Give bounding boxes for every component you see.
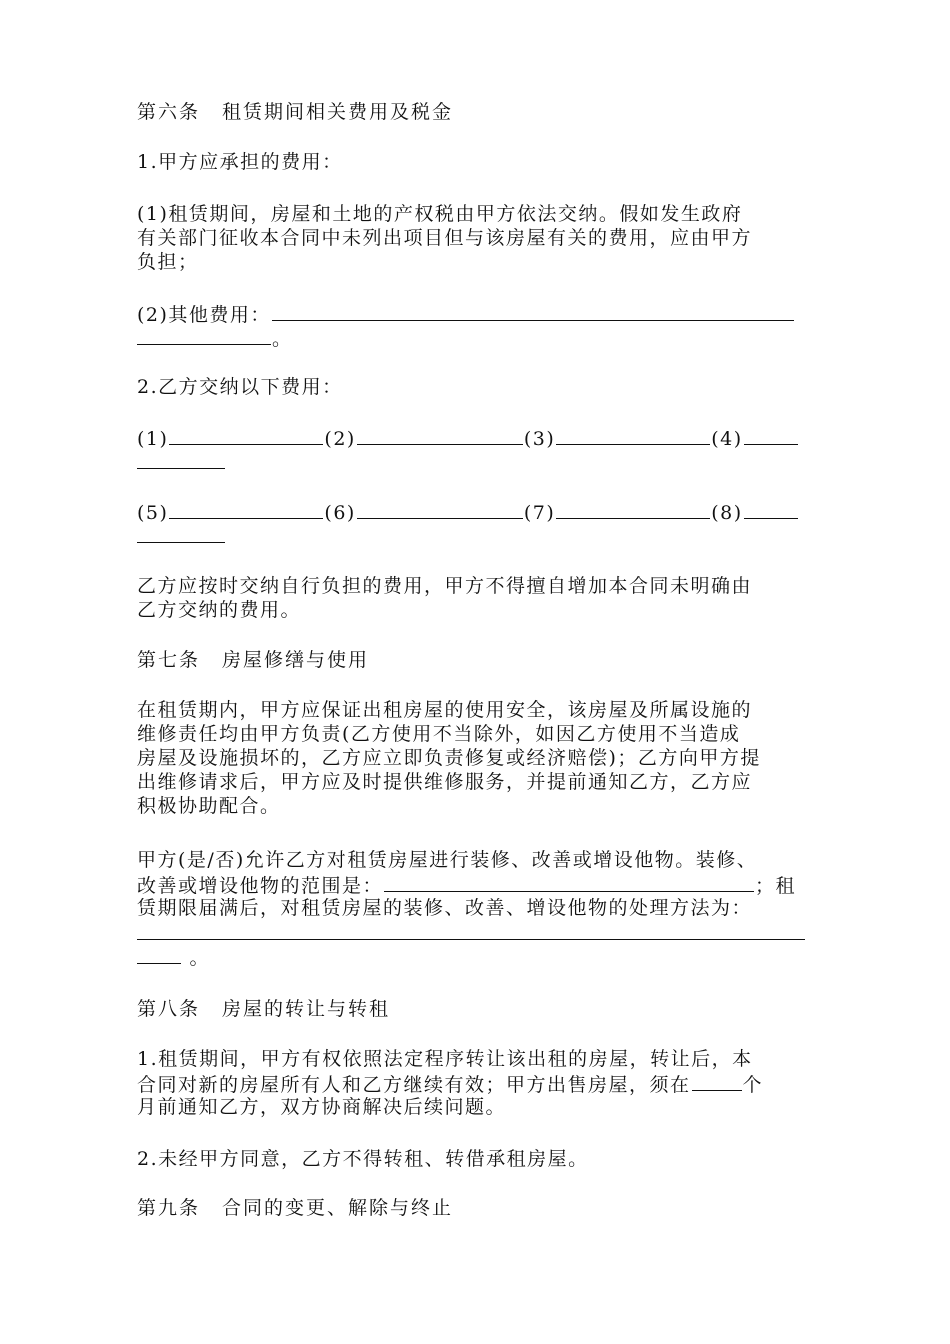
blank-field[interactable]: [556, 499, 710, 519]
article-title: 租赁期间相关费用及税金: [222, 101, 454, 123]
article6-other-fees: [137, 301, 827, 349]
fee-label: (7): [523, 502, 556, 524]
article-title: 房屋修缮与使用: [222, 649, 370, 671]
text-segment: ；租: [755, 875, 797, 897]
blank-field[interactable]: [137, 449, 225, 469]
article8-item2: 2.未经甲方同意，乙方不得转租、转借承租房屋。: [137, 1148, 589, 1170]
other-fees-label: (2)其他费用：: [137, 304, 271, 326]
blank-field[interactable]: [744, 499, 798, 519]
text-line: (1)租赁期间，房屋和土地的产权税由甲方依法交纳。假如发生政府: [137, 203, 743, 225]
punctuation: 。: [189, 947, 211, 969]
fee-label: (2): [324, 428, 356, 450]
text-segment: 改善或增设他物的范围是：: [137, 875, 384, 897]
fee-label: (5): [137, 502, 169, 524]
text-segment: 个: [742, 1074, 764, 1096]
blank-field[interactable]: [556, 425, 710, 445]
blank-field[interactable]: [169, 499, 323, 519]
blank-field[interactable]: [169, 425, 323, 445]
article6-heading: [137, 100, 827, 124]
blank-field[interactable]: [384, 872, 754, 892]
text-line: 乙方交纳的费用。: [137, 599, 302, 621]
article7-paragraph-2: [137, 848, 827, 968]
fee-label: (6): [324, 502, 356, 524]
fee-label: (1): [137, 428, 169, 450]
text-line: 1.租赁期间，甲方有权依照法定程序转让该出租的房屋，转让后，本: [137, 1048, 753, 1070]
text-segment: 合同对新的房屋所有人和乙方继续有效；甲方出售房屋，须在: [137, 1074, 691, 1096]
text-line: 维修责任均由甲方负责(乙方使用不当除外，如因乙方使用不当造成: [137, 723, 741, 745]
blank-field[interactable]: [357, 425, 523, 445]
article8-item1: [137, 1047, 827, 1119]
article-title: 房屋的转让与转租: [222, 998, 391, 1020]
blank-field[interactable]: [137, 944, 181, 964]
article8-heading: [137, 997, 827, 1021]
fee-label: (3): [523, 428, 556, 450]
blank-field[interactable]: [137, 325, 271, 345]
article7-paragraph-1: [137, 698, 827, 818]
article-title: 合同的变更、解除与终止: [222, 1197, 454, 1219]
punctuation: 。: [272, 328, 293, 350]
article9-heading: [137, 1196, 827, 1220]
fee-label: (8): [711, 502, 743, 524]
text-line: 有关部门征收本合同中未列出项目但与该房屋有关的费用，应由甲方: [137, 227, 753, 249]
blank-field[interactable]: [272, 301, 794, 321]
text-line: 负担；: [137, 251, 199, 273]
article6-item1-title: 1.甲方应承担的费用：: [137, 151, 343, 173]
article6-item2-title: 2.乙方交纳以下费用：: [137, 376, 343, 398]
article-number: 第六条: [137, 101, 201, 123]
fee-list-row-1: [137, 425, 827, 473]
text-line: 乙方应按时交纳自行负担的费用，甲方不得擅自增加本合同未明确由: [137, 575, 753, 597]
article-number: 第九条: [137, 1197, 201, 1219]
article6-item1-paragraph: [137, 202, 827, 274]
text-line: 积极协助配合。: [137, 795, 281, 817]
blank-field[interactable]: [692, 1071, 742, 1091]
text-line: 甲方(是/否)允许乙方对租赁房屋进行装修、改善或增设他物。装修、: [137, 849, 758, 871]
text-line: 房屋及设施损坏的，乙方应立即负责修复或经济赔偿)；乙方向甲方提: [137, 747, 761, 769]
blank-field[interactable]: [744, 425, 798, 445]
blank-field[interactable]: [137, 523, 225, 543]
blank-field[interactable]: [137, 920, 805, 940]
article-number: 第八条: [137, 998, 201, 1020]
text-line: 赁期限届满后，对租赁房屋的装修、改善、增设他物的处理方法为：: [137, 897, 753, 919]
text-line: 在租赁期内，甲方应保证出租房屋的使用安全，该房屋及所属设施的: [137, 699, 753, 721]
article6-item2-note: [137, 574, 827, 622]
article7-heading: [137, 648, 827, 672]
text-line: 出维修请求后，甲方应及时提供维修服务，并提前通知乙方，乙方应: [137, 771, 753, 793]
fee-list-row-2: [137, 499, 827, 547]
blank-field[interactable]: [357, 499, 523, 519]
fee-label: (4): [711, 428, 743, 450]
text-line: 月前通知乙方，双方协商解决后续问题。: [137, 1096, 507, 1118]
article-number: 第七条: [137, 649, 201, 671]
